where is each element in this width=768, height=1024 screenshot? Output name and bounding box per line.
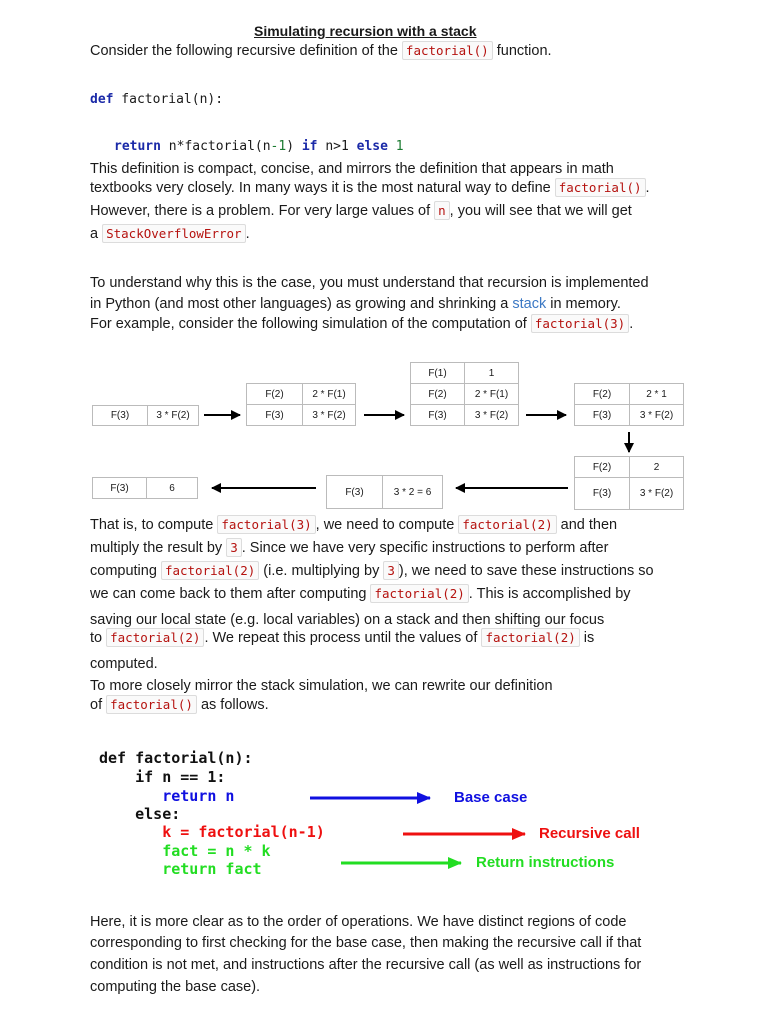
intro-text: Consider the following recursive definition of the (90, 43, 402, 59)
inline-code: factorial(2) (458, 515, 556, 534)
code-if-line: if n == 1: (99, 768, 226, 786)
page-title: Simulating recursion with a stack (254, 23, 477, 39)
stack-frame-name: F(2) (246, 383, 303, 405)
para4-line4: computing the base case). (90, 979, 261, 995)
base-case-label: Base case (454, 789, 528, 806)
para3-line8: To more closely mirror the stack simulation, we can rewrite our definition (90, 678, 553, 694)
stack-frame-value: 3 * F(2) (147, 405, 199, 426)
code-text: n (160, 139, 177, 154)
inline-code: n (434, 201, 450, 220)
stack-frame-name: F(3) (92, 477, 147, 499)
code-else-line: else: (99, 805, 181, 823)
text: . (629, 316, 634, 332)
text: . (245, 226, 250, 242)
stack-frame-name: F(3) (246, 404, 303, 426)
stack-frame-name: F(3) (326, 475, 383, 509)
keyword: def (90, 92, 114, 107)
para4-line3: condition is not met, and instructions after the recursive call (as well as instructions for (90, 957, 642, 973)
inline-code: StackOverflowError (102, 224, 245, 243)
para3-line5: saving our local state (e.g. local variables) on a stack and then shifting our focus (90, 612, 605, 628)
para3-line7: computed. (90, 656, 158, 672)
text: as follows. (196, 697, 269, 713)
code-text: >1 (333, 139, 357, 154)
text: ), we need to save these instructions so (398, 563, 654, 579)
text: in Python (and most other languages) as growing and shrinking a (90, 296, 513, 312)
code-text: factorial(n): (113, 92, 224, 107)
text: (i.e. multiplying by (259, 563, 384, 579)
inline-code: factorial(3) (217, 515, 315, 534)
stack-frame-name: F(2) (574, 383, 630, 405)
code-text: ) (286, 139, 302, 154)
stack-frame-value: 2 (629, 456, 684, 478)
text: . This is accomplished by (468, 586, 631, 602)
text: However, there is a problem. For very large values of (90, 203, 435, 219)
stack-frame-value: 3 * F(2) (629, 404, 684, 426)
inline-code: factorial() (106, 695, 197, 714)
stack-frame-value: 3 * F(2) (464, 404, 519, 426)
code-base-return-line: return n (99, 787, 235, 805)
inline-code: factorial() (402, 41, 493, 60)
text: , we need to compute (315, 517, 459, 533)
stack-frame-value: 2 * F(1) (302, 383, 356, 405)
stack-frame-name: F(2) (410, 383, 465, 405)
code-number: -1 (270, 139, 287, 154)
inline-code: factorial(2) (161, 561, 259, 580)
stack-frame-name: F(3) (574, 404, 630, 426)
intro-text-end: function. (492, 43, 552, 59)
text: in memory. (546, 296, 621, 312)
inline-code: factorial() (555, 178, 646, 197)
text: to (90, 630, 107, 646)
text: we can come back to them after computing (90, 586, 371, 602)
stack-frame-name: F(1) (410, 362, 465, 384)
text: . (645, 180, 650, 196)
text: computing (90, 563, 161, 579)
keyword: else (356, 139, 388, 154)
text: For example, consider the following simulation of the computation of (90, 316, 531, 332)
text: That is, to compute (90, 517, 218, 533)
stack-link[interactable]: stack (512, 296, 547, 312)
keyword: return (114, 139, 161, 154)
code-number: 1 (387, 139, 404, 154)
inline-code: factorial(2) (106, 628, 204, 647)
text: . Since we have very specific instructions to perform after (241, 540, 609, 556)
para2-line1: To understand why this is the case, you must understand that recursion is implemented (90, 275, 649, 291)
para4-line1: Here, it is more clear as to the order of operations. We have distinct regions of code (90, 914, 627, 930)
text: . We repeat this process until the values of (204, 630, 482, 646)
stack-frame-value: 3 * F(2) (629, 477, 684, 510)
inline-code: 3 (383, 561, 399, 580)
inline-code: factorial(2) (481, 628, 579, 647)
code-return-fact-line: return fact (99, 860, 262, 878)
keyword: if (301, 139, 318, 154)
text: , you will see that we will get (449, 203, 632, 219)
para4-line2: corresponding to first checking for the base case, then making the recursive call if that (90, 935, 642, 951)
stack-frame-value: 3 * 2 = 6 (382, 475, 443, 509)
stack-frame-value: 2 * 1 (629, 383, 684, 405)
return-instructions-label: Return instructions (476, 854, 615, 871)
code-def-line: def factorial(n): (99, 749, 253, 767)
stack-frame-value: 6 (146, 477, 198, 499)
stack-frame-name: F(3) (92, 405, 148, 426)
text: a (90, 226, 103, 242)
stack-frame-name: F(3) (574, 477, 630, 510)
stack-frame-value: 1 (464, 362, 519, 384)
text: is (579, 630, 595, 646)
stack-frame-value: 3 * F(2) (302, 404, 356, 426)
stack-frame-value: 2 * F(1) (464, 383, 519, 405)
text: multiply the result by (90, 540, 227, 556)
inline-code: factorial(3) (531, 314, 629, 333)
code-text: *factorial(n (176, 139, 271, 154)
code-recursive-line: k = factorial(n-1) (99, 823, 325, 841)
stack-frame-name: F(3) (410, 404, 465, 426)
para1-line1: This definition is compact, concise, and mirrors the definition that appears in math (90, 161, 614, 177)
code-fact-line: fact = n * k (99, 842, 271, 860)
text: textbooks very closely. In many ways it is the most natural way to define (90, 180, 555, 196)
recursive-call-label: Recursive call (539, 825, 640, 842)
inline-code: factorial(2) (370, 584, 468, 603)
inline-code: 3 (226, 538, 242, 557)
text: and then (556, 517, 618, 533)
text: of (90, 697, 107, 713)
stack-frame-name: F(2) (574, 456, 630, 478)
code-text: n (317, 139, 334, 154)
